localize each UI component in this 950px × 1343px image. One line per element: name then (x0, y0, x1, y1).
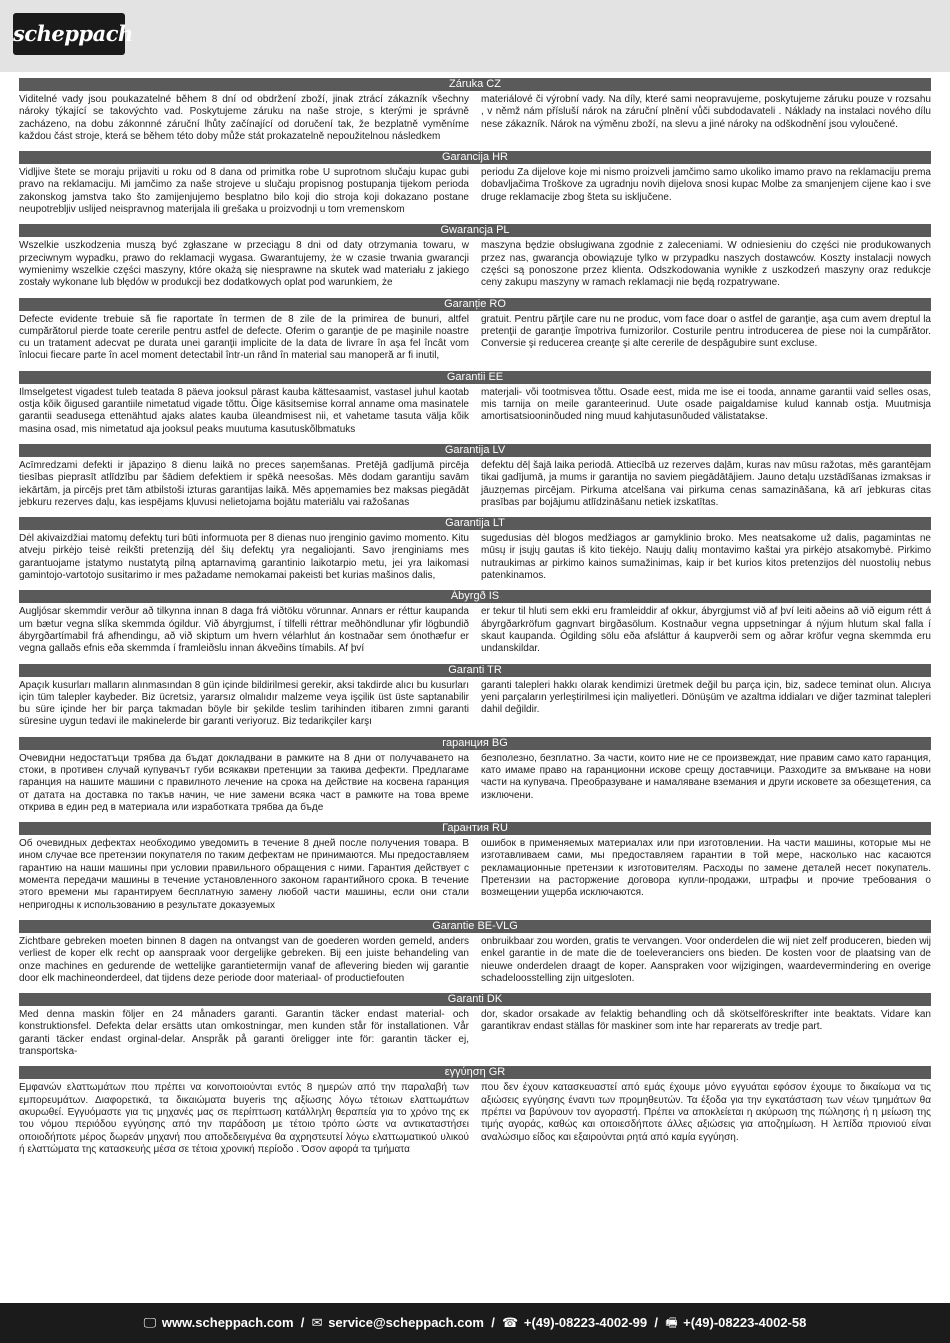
section-title: εγγύηση GR (19, 1066, 931, 1079)
fax-icon: 🖷 (665, 1315, 678, 1330)
section-columns (19, 936, 931, 985)
warranty-section (19, 737, 931, 814)
warranty-section (19, 224, 931, 289)
section-title: Gwarancja PL (19, 224, 931, 237)
section-text-left: Defecte evidente trebuie să fie raportate în termen de 8 zile de la primirea de bunuri, altfel cumpărătorul pierde toate cererile pentru astfel de defecte. Oferim o garanţie de pe maşinile noastre cu un tratament adecvat pe durata unei garanţii implicite de la data de livrare în aşa fel încât vom înlocui fiecare parte în acel moment detectabil într-un rând în material sau manoperă ar fi inutil, (19, 313, 469, 362)
section-title: Ábyrgð IS (19, 590, 931, 603)
section-columns (19, 680, 931, 729)
section-columns (19, 314, 931, 363)
warranty-section (19, 822, 931, 912)
section-text-left: Vidljive štete se moraju prijaviti u roku od 8 dana od primitka robe U suprotnom slučaju kupac gubi pravo na reklamaciju. Mi jamčimo za naše strojeve u slučaju propisnog postupanja tijekom perioda zakonskog jamstva tako što zamijenjujemo besplatno bilo koji dio stroja koji dokazano postane neupotrebljiv uslijed neispravnog materijala ili grešaka u proizvodnji u tom vremenskom (19, 167, 469, 216)
section-text-right: ошибок в применяемых материалах или при изготовлении. На части машины, которые мы не изготавливаем сами, мы предоставляем гарантии в той мере, насколько нас касаются рекламационные претензии к изготовителям. Расходы по замене деталей несет покупатель. Претензии на расторжение договора купли-продажи, штрафы и прочие требования о возмещении ущерба исключаются. (481, 838, 931, 899)
section-columns (19, 240, 931, 289)
warranty-section (19, 371, 931, 436)
section-columns (19, 533, 931, 582)
warranty-section (19, 298, 931, 363)
section-title: Garancija HR (19, 151, 931, 164)
section-columns (19, 1082, 931, 1156)
section-title: гаранция BG (19, 737, 931, 750)
section-title: Garanti DK (19, 993, 931, 1006)
section-columns (19, 387, 931, 436)
section-columns (19, 753, 931, 814)
section-text-right: sugedusias dėl blogos medžiagos ar gamyklinio broko. Mes neatsakome už dalis, pagamintas ne mūsų ir įsųjų gautas iš kito tiekėjo. Naujų dalių montavimo kaštai yra pirkėjo atsakomybė. Pirkimo nutraukimas ar pirkimo kainos sumažinimas, kaip ir bet kurios kitos pretenzijos dėl nuostolių nebus patenkinamos. (481, 533, 931, 582)
monitor-icon: 🖵 (143, 1315, 157, 1330)
section-text-right: dor, skador orsakade av felaktig behandling och då skötselföreskrifter inte beaktats. Vidare kan garantikrav endast ställas för maskiner som inte har reparerats av tredje part. (481, 1009, 931, 1033)
footer-separator: / (297, 1315, 309, 1330)
section-text-left: Wszelkie uszkodzenia muszą być zgłaszane w przeciągu 8 dni od daty otrzymania towaru, w przeciwnym wypadku, prawo do reklamacji wygasa. Gwarantujemy, że w czasie trwania gwarancji wymienimy wszelkie części maszyny, które okażą się niesprawne na skutek wad materiału z jakiego zostały wykonane lub błędów w produkcji bez dodatkowych oplat pod warunkiem, że (19, 240, 469, 289)
scheppach-logo: scheppach (13, 13, 125, 55)
section-columns (19, 1009, 931, 1058)
section-text-left: Zichtbare gebreken moeten binnen 8 dagen na ontvangst van de goederen worden gemeld, anders verliest de koper elk recht op aanspraak voor dergelijke gebreken. Bij een juiste behandeling van onze machines en gedurende de wettelijke garantietermijn vanaf de aflevering bieden wij garantie door elk machineonderdeel, dat tijdens deze periode door materiaal- of productiefouten (19, 935, 469, 984)
phone-number[interactable]: +(49)-08223-4002-99 (523, 1315, 648, 1330)
section-text-right: er tekur til hluti sem ekki eru framleiddir af okkur, ábyrgjumst við af því leiti aðeins að við eigum rétt á ábyrgðarkröfum gagnvart birgðasölum. Kostnaður vegna uppsetningar á nýjum hlutum skal falla í skaut kaupanda. Ógilding sölu eða afsláttur á kaupverði sem og aðrar kröfur vegna skemmda eru undanskildar. (481, 606, 931, 655)
section-columns (19, 606, 931, 655)
section-text-right: maszyna będzie obsługiwana zgodnie z zaleceniami. W odniesieniu do części nie produkowanych przez nas, gwarancja obowiązuje tylko w przypadku naszych dostawców. Koszty instalacji nowych części są ponoszone przez klienta. Odszkodowania wynikłe z uszkodzeń maszyny oraz redukcje ceny zakupu maszyny w ramach reklamacji nie będą rozpatrywane. (481, 240, 931, 289)
section-text-right: onbruikbaar zou worden, gratis te vervangen. Voor onderdelen die wij niet zelf produceren, bieden wij enkel garantie in de mate die de toeleveranciers ons bieden. De kosten voor de plaatsing van de nieuwe onderdelen draagt de koper. Aanspraken voor wijzigingen, waardevermindering en overige schadeloosstelling zijn uitgesloten. (481, 935, 931, 984)
section-text-left: Dėl akivaizdžiai matomų defektų turi būti informuota per 8 dienas nuo įrenginio gavimo momento. Kitu atveju pirkėjo teisė reikšti pretenziją dėl šių defektų yra negaliojanti. Savo įrenginiams mes garantuojame įstatymo nustatytą pilną aptarnavimą garantinio laikotarpio metu, jei yra laikomasi gamintojo-vartotojo susitarimo ir mes pažadame nemokamai pakeisti bet kurias mašinos dalis, (19, 533, 469, 582)
warranty-section (19, 151, 931, 216)
contact-footer (0, 1303, 950, 1343)
section-text-left: Ilmselgetest vigadest tuleb teatada 8 päeva jooksul pärast kauba kättesaamist, vastasel juhul kaotab ostja kõik õigused garantiile nimetatud vigade tõttu. Õige käsitsemise korral anname oma masinatele garantii seadusega ettenähtud ajaks alates kauba üleandmisest nii, et vahetame tasuta välja kõik masina osad, mis nimetatud aja jooksul peaks muutuma kasutuskõlbmatuks (19, 386, 469, 435)
section-text-right: безполезно, безплатно. За части, които ние не се произвеждат, ние правим само като гаранция, като имаме право на гаранционни искове срещу доставчици. Разходите за вмъкване на нови части на купувача. Преобразуване и намаляване вземания и други исковете за обезщетения, са изключени. (481, 752, 931, 801)
section-text-left: Med denna maskin följer en 24 månaders garanti. Garantin täcker endast material- och konstruktionsfel. Defekta delar ersätts utan omkostningar, men kunden står för installationen. Vår garanti täcker endast orginal-delar. Anspråk på garanti öreligger inte för: garantin täcker ej, transportska- (19, 1009, 469, 1058)
section-title: Гарантия RU (19, 822, 931, 835)
section-title: Garantii EE (19, 371, 931, 384)
warranty-section (19, 78, 931, 143)
section-text-right: που δεν έχουν κατασκευαστεί από εμάς έχουμε μόνο εγγυάται εφόσον έχουμε το δικαίωμα να τις αξιώσεις εγγύησης έναντι των προμηθευτών. Τα έξοδα για την εγκατάσταση των νέων τμημάτων θα πρέπει να βαρύνουν τον αγοραστή. Πρέπει να αποκλείεται η ακύρωση της πώλησης ή η μείωση της τιμής αγοράς, καθώς και οποιεσδήποτε άλλες αξιώσεις για αποζημίωση. Η λεπίδα πριονιού είναι αναλώσιμο είδος και εξαιρούνται ρητά από καμία εγγύηση. (481, 1082, 931, 1143)
warranty-section (19, 920, 931, 985)
section-text-left: Acīmredzami defekti ir jāpaziņo 8 dienu laikā no preces saņemšanas. Pretējā gadījumā pircēja tiesības pieprasīt atlīdzību par šādiem defektiem ir spēkā neesošas. Mēs dodam garantiju savām iekārtām, ja pircējs pret tām atbilstoši izturas garantijas laikā. Mēs apņemamies bez maksas piegādāt jebkuru rezerves daļu, kas iespējams kļuvusi nelietojama bojātu materiālu vai ražošanas (19, 459, 469, 508)
warranty-section (19, 590, 931, 655)
section-columns (19, 94, 931, 143)
section-text-right: materjali- või tootmisvea tõttu. Osade eest, mida me ise ei tooda, anname garantii vaid selles osas, mis tarnija on meile garanteerinud. Uute osade paigaldamise kulud kannab ostja. Muutmisja amortisatsiooninõuded ning muud kahjutasunõuded välistatakse. (481, 386, 931, 423)
warranty-section (19, 517, 931, 582)
phone-icon: ☎ (502, 1315, 519, 1330)
section-columns (19, 460, 931, 509)
section-title: Garantija LV (19, 444, 931, 457)
section-text-right: periodu Za dijelove koje mi nismo proizveli jamčimo samo ukoliko imamo pravo na reklamaciju prema dobavljačima Troškove za ugradnju novih dijelova snosi kupac Molbe za smanjenjem cijene kao i sve druge reklamacije zbog šteta su isključene. (481, 167, 931, 203)
warranty-section (19, 993, 931, 1058)
warranty-section (19, 1066, 931, 1156)
section-text-right: garanti talepleri hakkı olarak kendimizi üretmek değil bu parça için, biz, sadece teminat olun. Alıcıya yeni parçaların yerleştirilmesi için maliyetleri. Dönüşüm ve azaltma iddiaları ve diğer tazminat talepleri dahil değildir. (481, 679, 931, 716)
section-columns (19, 838, 931, 912)
section-text-left: Очевидни недостатъци трябва да бъдат докладвани в рамките на 8 дни от получаването на стоки, в противен случай купувачът губи всякакви претенции за такива дефекти. Предлагаме гаранция на нашите машини с правилното лечение на срока на действие на косвена гаранция от датата на доставка по такъв начин, че ние замени всяка част в рамките на това време открива в един ред в материала или изработката трябва да бъде (19, 752, 469, 813)
section-text-left: Εμφανών ελαττωμάτων που πρέπει να κοινοποιούνται εντός 8 ημερών από την παραλαβή των εμπορευμάτων. Διαφορετικά, τα δικαιώματα buyeris της αξίωσης λόγω τέτοιων ελαττωμάτων ακυρωθεί. Εγγυόμαστε για τις μηχανές μας σε περίπτωση κατάλληλη θεραπεία για το χρόνο της εκ του νόμου περιόδου εγγύησης από την παράδοση με τέτοιο τρόπο ώστε να αντικαταστήσει οποιοδήποτε μέρος δωρεάν μηχανή που αποδεδειγμένα θα αχρηστευτεί λόγω ελαττωματικού υλικού ή ελαττώματα της κατασκευής μέσα σε τέτοια χρονική περίοδο . Όσον αφορά τα τμήματα (19, 1082, 469, 1155)
section-title: Garanti TR (19, 664, 931, 677)
email-link[interactable]: service@scheppach.com (328, 1315, 484, 1330)
section-text-left: Augljósar skemmdir verður að tilkynna innan 8 daga frá viðtöku vörunnar. Annars er réttur kaupanda um bætur vegna slíka skemmda ógildur. Við ábyrgjumst, í tilfelli réttrar meðhöndlunar yfir lögbundið ábyrgðartímabil frá afhendingu, að við skiptum um hvern vélarhlut án kostnaðar sem ónothæfur er vegna gallaðs efnis eða skemmda í framleiðslu innan ákveðins tímabils. Af því (19, 606, 469, 655)
section-title: Garantija LT (19, 517, 931, 530)
header-bar (0, 0, 950, 72)
section-text-right: materiálové či výrobní vady. Na díly, které sami neopravujeme, poskytujeme záruku pouze v rozsahu , v němž nám přísluší nárok na záruční plnění vůči subdodavateli . Náklady na instalaci nového dílu nese zákazník. Nárok na výměnu zboží, na slevu a jiné nároky na odškodnění jsou vyloučené. (481, 94, 931, 130)
warranty-content (19, 78, 931, 1164)
warranty-section (19, 444, 931, 509)
section-text-left: Об очевидных дефектах необходимо уведомить в течение 8 дней после получения товара. В ином случае все претензии покупателя по таким дефектам не принимаются. Мы предоставляем гарантию на наши машины при условии правильного обращения с ними. Гарантия действует с момента передачи машины в течение установленного законом гарантийного срока. В течение этого времени мы гарантируем бесплатную замену любой части машины, если они стали непригодны к использованию в результате доказуемых (19, 838, 469, 911)
section-columns (19, 167, 931, 216)
warranty-section (19, 664, 931, 729)
section-text-left: Apaçık kusurları malların alınmasından 8 gün içinde bildirilmesi gerekir, aksi takdirde alıcı bu kusurları için tüm talepler kaybeder. Biz ücretsiz, yararsız olmalıdır malzeme veya işçilik üst üste saptanabilir bu süre içinde her bir parça takmadan böyle bir şekilde teslim tarihinden itibaren zımni garanti süresine uygun tedavi ile makinelerde bir garanti veriyoruz. Biz tedarikçiler karşı (19, 679, 469, 728)
section-title: Garantie BE-VLG (19, 920, 931, 933)
section-text-left: Viditelné vady jsou poukazatelné během 8 dní od obdržení zboží, jinak ztrácí zákazník všechny nároky týkající se takovýchto vad. Poskytujeme záruku na naše stroje, s kterými je správně zacházeno, na dobu zákonnné záruční lhůty začínající od doručení tak, že bezplatně vyměníme každou část stroje, která se během této doby může stát prokazatelně nepoužitelnou následkem (19, 94, 469, 142)
envelope-icon: ✉ (311, 1315, 323, 1330)
section-text-right: gratuit. Pentru părţile care nu ne produc, vom face doar o astfel de garanţie, aşa cum avem dreptul la pretenţii de garanţie împotriva furnizorilor. Costurile pentru introducerea de piese noi la cumpărător. Conversie şi reducerea creanţe şi alte cererile de despăgubire sunt excluse. (481, 313, 931, 350)
fax-number[interactable]: +(49)-08223-4002-58 (683, 1315, 807, 1330)
section-title: Garanție RO (19, 298, 931, 311)
section-title: Záruka CZ (19, 78, 931, 91)
footer-separator: / (487, 1315, 499, 1330)
section-text-right: defektu dēļ šajā laika periodā. Attiecībā uz rezerves daļām, kuras nav mūsu ražotas, mēs garantējam tikai gadījumā, ja mums ir garantija no saviem piegādātājiem. Jauno detaļu uzstādīšanas izmaksas ir jāuzņemas pircējam. Pirkuma atcelšana vai pirkuma cenas samazināšana, kā arī jebkuras citas prasības par bojājumu atlīdzināšanu netiek izskatītas. (481, 459, 931, 508)
website-link[interactable]: www.scheppach.com (161, 1315, 294, 1330)
footer-separator: / (650, 1315, 662, 1330)
